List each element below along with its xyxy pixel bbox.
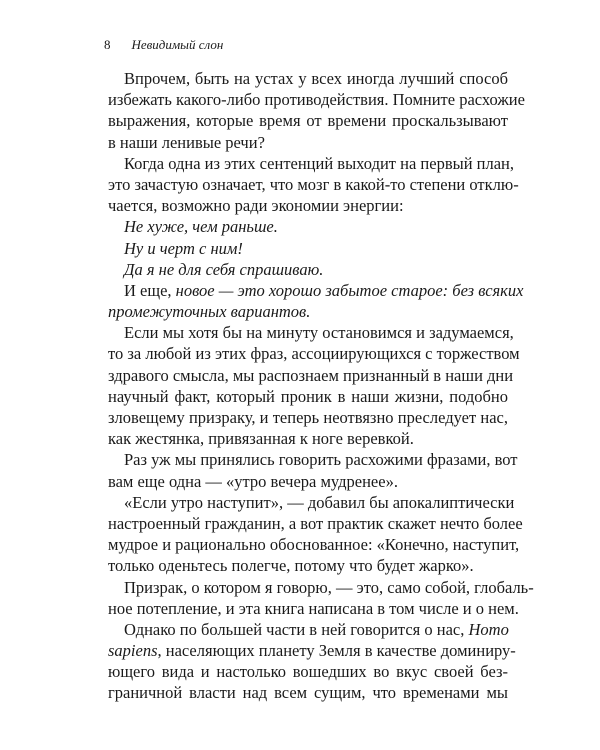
text-line: ющего вида и настолько вошедших во вкус своей без- (108, 662, 508, 682)
body-text (108, 68, 534, 704)
text-line: «Если утро наступит», — добавил бы апокалиптически (124, 492, 515, 512)
text-line: избежать какого-либо противодействия. Помните расхожие (108, 90, 525, 110)
text-line: выражения, которые время от времени проскальзывают (108, 111, 508, 131)
text-line: Если мы хотя бы на минуту остановимся и задумаемся, (124, 323, 514, 343)
running-title: Невидимый слон (131, 37, 224, 52)
text-line: зловещему призраку, и теперь неотвязно преследует нас, (108, 408, 508, 427)
text-line: Однако по большей части в ней говорится о нас, Homo (124, 619, 509, 639)
text-line: И еще, новое — это хорошо забытое старое: без всяких (124, 280, 524, 300)
text-line: Раз уж мы принялись говорить расхожими фразами, вот (124, 450, 518, 470)
example-phrase: Не хуже, чем раньше. (124, 217, 278, 237)
text-line: как жестянка, привязанная к ноге веревкой. (108, 429, 414, 449)
text-line: ное потепление, и эта книга написана в том числе и о нем. (108, 598, 519, 618)
text-line: Призрак, о котором я говорю, — это, само собой, глобаль- (124, 577, 534, 597)
text-line: в наши ленивые речи? (108, 132, 265, 152)
text-line: Когда одна из этих сентенций выходит на первый план, (124, 153, 514, 173)
text-line: вам еще одна — «утро вечера мудренее». (108, 471, 398, 491)
text-line: Впрочем, быть на устах у всех иногда лучший способ (124, 69, 508, 88)
running-header (104, 37, 223, 53)
text-line: научный факт, который проник в наши жизни, подобно (108, 386, 508, 406)
text-line: граничной власти над всем сущим, что временами мы (108, 683, 508, 703)
text-line: это зачастую означает, что мозг в какой-то степени отклю- (108, 174, 519, 194)
text-line: то за любой из этих фраз, ассоциирующихся с торжеством (108, 344, 520, 364)
text-line: чается, возможно ради экономии энергии: (108, 196, 404, 216)
page-number: 8 (104, 37, 111, 52)
text-line: промежуточных вариантов. (108, 302, 311, 322)
text-line: только оденьтесь полегче, потому что будет жарко». (108, 556, 474, 576)
example-phrase: Да я не для себя спрашиваю. (124, 259, 324, 279)
text-line: здравого смысла, мы распознаем признанный в наши дни (108, 365, 514, 385)
text-line: sapiens, населяющих планету Земля в качестве доминиру- (108, 641, 516, 661)
example-phrase: Ну и черт с ним! (124, 238, 243, 258)
text-line: мудрое и рационально обоснованное: «Конечно, наступит, (108, 535, 520, 555)
text-line: настроенный гражданин, а вот практик скажет нечто более (108, 513, 523, 533)
